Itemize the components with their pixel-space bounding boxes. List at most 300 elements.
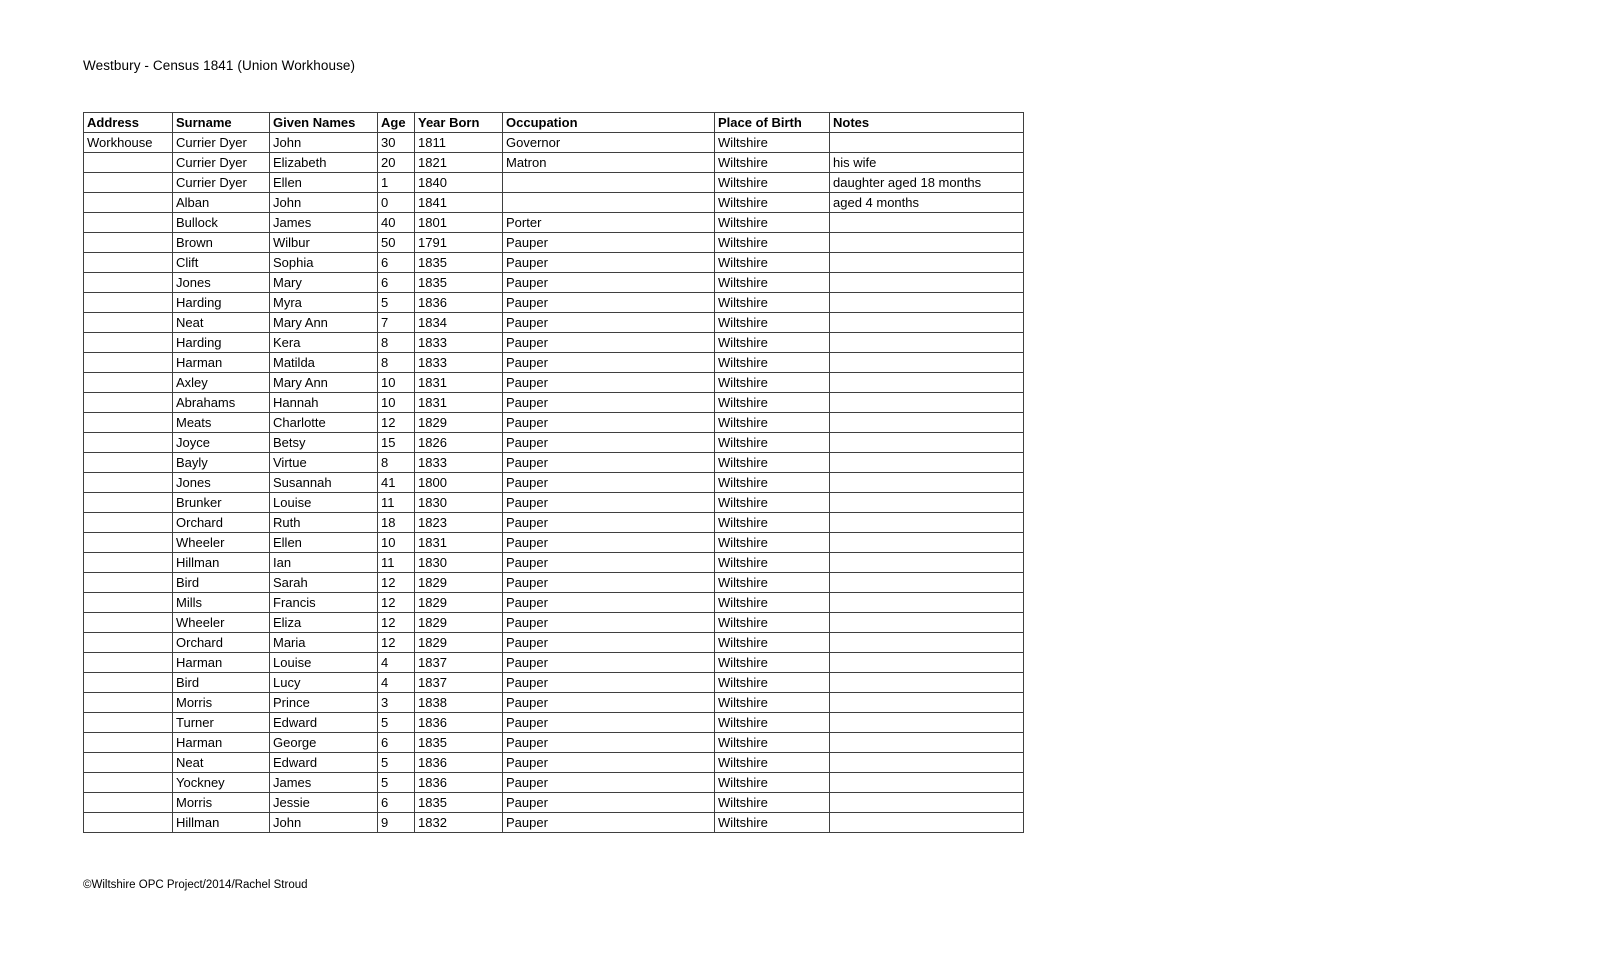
cell-place-of-birth: Wiltshire	[715, 193, 830, 213]
page-title: Westbury - Census 1841 (Union Workhouse)	[83, 58, 356, 73]
cell-notes	[830, 673, 1024, 693]
cell-surname: Brunker	[173, 493, 270, 513]
cell-notes	[830, 573, 1024, 593]
cell-given-names: Jessie	[270, 793, 378, 813]
cell-age: 41	[378, 473, 415, 493]
cell-address	[84, 273, 173, 293]
cell-age: 3	[378, 693, 415, 713]
cell-year-born: 1800	[415, 473, 503, 493]
cell-given-names: Elizabeth	[270, 153, 378, 173]
cell-notes	[830, 553, 1024, 573]
cell-place-of-birth: Wiltshire	[715, 133, 830, 153]
table-row	[84, 773, 1024, 793]
cell-place-of-birth: Wiltshire	[715, 393, 830, 413]
cell-year-born: 1837	[415, 653, 503, 673]
table-row	[84, 753, 1024, 773]
table-row	[84, 213, 1024, 233]
cell-occupation: Pauper	[503, 773, 715, 793]
cell-occupation: Pauper	[503, 533, 715, 553]
cell-address	[84, 193, 173, 213]
cell-place-of-birth: Wiltshire	[715, 713, 830, 733]
table-row	[84, 333, 1024, 353]
cell-age: 30	[378, 133, 415, 153]
cell-place-of-birth: Wiltshire	[715, 773, 830, 793]
cell-place-of-birth: Wiltshire	[715, 793, 830, 813]
cell-place-of-birth: Wiltshire	[715, 633, 830, 653]
table-row	[84, 713, 1024, 733]
cell-occupation: Pauper	[503, 373, 715, 393]
cell-age: 50	[378, 233, 415, 253]
cell-year-born: 1831	[415, 533, 503, 553]
table-row	[84, 593, 1024, 613]
table-row	[84, 573, 1024, 593]
cell-age: 7	[378, 313, 415, 333]
cell-year-born: 1811	[415, 133, 503, 153]
table-row	[84, 273, 1024, 293]
cell-surname: Jones	[173, 273, 270, 293]
cell-age: 10	[378, 373, 415, 393]
cell-year-born: 1837	[415, 673, 503, 693]
cell-notes	[830, 213, 1024, 233]
cell-given-names: Mary	[270, 273, 378, 293]
cell-occupation: Pauper	[503, 793, 715, 813]
cell-year-born: 1836	[415, 713, 503, 733]
cell-surname: Alban	[173, 193, 270, 213]
cell-surname: Clift	[173, 253, 270, 273]
cell-surname: Yockney	[173, 773, 270, 793]
column-header-notes: Notes	[830, 113, 1024, 133]
cell-place-of-birth: Wiltshire	[715, 473, 830, 493]
cell-year-born: 1835	[415, 793, 503, 813]
cell-place-of-birth: Wiltshire	[715, 753, 830, 773]
table-row	[84, 253, 1024, 273]
cell-occupation: Pauper	[503, 273, 715, 293]
cell-address	[84, 393, 173, 413]
cell-year-born: 1829	[415, 593, 503, 613]
cell-address	[84, 513, 173, 533]
cell-surname: Harman	[173, 353, 270, 373]
cell-surname: Hillman	[173, 553, 270, 573]
cell-year-born: 1829	[415, 573, 503, 593]
cell-occupation: Pauper	[503, 333, 715, 353]
cell-occupation: Pauper	[503, 553, 715, 573]
cell-notes	[830, 253, 1024, 273]
cell-given-names: Charlotte	[270, 413, 378, 433]
cell-year-born: 1836	[415, 753, 503, 773]
cell-given-names: Betsy	[270, 433, 378, 453]
cell-year-born: 1840	[415, 173, 503, 193]
cell-surname: Harding	[173, 293, 270, 313]
cell-notes	[830, 313, 1024, 333]
cell-place-of-birth: Wiltshire	[715, 493, 830, 513]
cell-occupation: Pauper	[503, 493, 715, 513]
cell-surname: Currier Dyer	[173, 153, 270, 173]
table-row	[84, 533, 1024, 553]
cell-notes	[830, 533, 1024, 553]
cell-surname: Wheeler	[173, 533, 270, 553]
cell-year-born: 1836	[415, 293, 503, 313]
cell-given-names: Ellen	[270, 173, 378, 193]
cell-surname: Harding	[173, 333, 270, 353]
cell-address	[84, 633, 173, 653]
cell-address	[84, 333, 173, 353]
cell-surname: Harman	[173, 733, 270, 753]
table-row	[84, 793, 1024, 813]
cell-address	[84, 773, 173, 793]
cell-surname: Currier Dyer	[173, 173, 270, 193]
cell-place-of-birth: Wiltshire	[715, 693, 830, 713]
cell-notes	[830, 653, 1024, 673]
cell-address	[84, 453, 173, 473]
cell-notes	[830, 793, 1024, 813]
cell-year-born: 1829	[415, 413, 503, 433]
cell-given-names: Ellen	[270, 533, 378, 553]
cell-year-born: 1835	[415, 253, 503, 273]
cell-surname: Wheeler	[173, 613, 270, 633]
cell-year-born: 1830	[415, 553, 503, 573]
cell-surname: Harman	[173, 653, 270, 673]
cell-year-born: 1838	[415, 693, 503, 713]
cell-place-of-birth: Wiltshire	[715, 513, 830, 533]
cell-year-born: 1833	[415, 353, 503, 373]
cell-place-of-birth: Wiltshire	[715, 373, 830, 393]
cell-age: 20	[378, 153, 415, 173]
cell-place-of-birth: Wiltshire	[715, 733, 830, 753]
cell-occupation: Pauper	[503, 713, 715, 733]
cell-place-of-birth: Wiltshire	[715, 413, 830, 433]
cell-notes	[830, 813, 1024, 833]
cell-notes	[830, 593, 1024, 613]
column-header-surname: Surname	[173, 113, 270, 133]
cell-occupation: Pauper	[503, 673, 715, 693]
cell-surname: Bullock	[173, 213, 270, 233]
table-row	[84, 693, 1024, 713]
cell-occupation: Pauper	[503, 633, 715, 653]
cell-age: 8	[378, 333, 415, 353]
column-header-given-names: Given Names	[270, 113, 378, 133]
cell-address	[84, 213, 173, 233]
cell-age: 12	[378, 573, 415, 593]
cell-year-born: 1835	[415, 733, 503, 753]
cell-occupation: Pauper	[503, 353, 715, 373]
cell-age: 8	[378, 453, 415, 473]
cell-occupation: Pauper	[503, 473, 715, 493]
cell-year-born: 1829	[415, 633, 503, 653]
cell-year-born: 1834	[415, 313, 503, 333]
cell-year-born: 1829	[415, 613, 503, 633]
cell-address	[84, 353, 173, 373]
cell-occupation: Pauper	[503, 453, 715, 473]
cell-occupation: Pauper	[503, 313, 715, 333]
cell-year-born: 1821	[415, 153, 503, 173]
cell-address	[84, 373, 173, 393]
cell-surname: Hillman	[173, 813, 270, 833]
cell-year-born: 1826	[415, 433, 503, 453]
cell-given-names: Matilda	[270, 353, 378, 373]
cell-notes	[830, 133, 1024, 153]
cell-surname: Bird	[173, 573, 270, 593]
table-row	[84, 653, 1024, 673]
cell-age: 6	[378, 733, 415, 753]
cell-occupation: Pauper	[503, 253, 715, 273]
cell-occupation: Pauper	[503, 593, 715, 613]
column-header-address: Address	[84, 113, 173, 133]
cell-surname: Joyce	[173, 433, 270, 453]
cell-occupation: Pauper	[503, 613, 715, 633]
column-header-place-of-birth: Place of Birth	[715, 113, 830, 133]
cell-given-names: Lucy	[270, 673, 378, 693]
cell-place-of-birth: Wiltshire	[715, 173, 830, 193]
cell-given-names: Edward	[270, 753, 378, 773]
cell-notes	[830, 693, 1024, 713]
column-header-year-born: Year Born	[415, 113, 503, 133]
cell-place-of-birth: Wiltshire	[715, 293, 830, 313]
cell-notes	[830, 353, 1024, 373]
cell-place-of-birth: Wiltshire	[715, 613, 830, 633]
table-row	[84, 313, 1024, 333]
cell-year-born: 1836	[415, 773, 503, 793]
cell-place-of-birth: Wiltshire	[715, 573, 830, 593]
cell-year-born: 1801	[415, 213, 503, 233]
cell-occupation: Pauper	[503, 573, 715, 593]
census-table	[83, 112, 1024, 833]
cell-age: 10	[378, 393, 415, 413]
cell-age: 5	[378, 713, 415, 733]
cell-place-of-birth: Wiltshire	[715, 253, 830, 273]
cell-year-born: 1833	[415, 453, 503, 473]
cell-notes	[830, 473, 1024, 493]
cell-place-of-birth: Wiltshire	[715, 273, 830, 293]
cell-age: 9	[378, 813, 415, 833]
cell-address	[84, 233, 173, 253]
table-header	[84, 113, 1024, 133]
cell-surname: Neat	[173, 313, 270, 333]
cell-given-names: George	[270, 733, 378, 753]
cell-given-names: Virtue	[270, 453, 378, 473]
cell-address	[84, 473, 173, 493]
cell-occupation: Pauper	[503, 653, 715, 673]
cell-given-names: Hannah	[270, 393, 378, 413]
cell-place-of-birth: Wiltshire	[715, 813, 830, 833]
table-row	[84, 513, 1024, 533]
cell-given-names: John	[270, 813, 378, 833]
cell-address	[84, 253, 173, 273]
cell-address: Workhouse	[84, 133, 173, 153]
cell-notes: daughter aged 18 months	[830, 173, 1024, 193]
cell-surname: Currier Dyer	[173, 133, 270, 153]
cell-given-names: Kera	[270, 333, 378, 353]
table-row	[84, 733, 1024, 753]
cell-address	[84, 413, 173, 433]
cell-age: 5	[378, 293, 415, 313]
cell-occupation: Pauper	[503, 393, 715, 413]
cell-notes	[830, 373, 1024, 393]
cell-surname: Meats	[173, 413, 270, 433]
table-row	[84, 673, 1024, 693]
cell-notes	[830, 613, 1024, 633]
cell-given-names: Mary Ann	[270, 373, 378, 393]
table-row	[84, 373, 1024, 393]
cell-address	[84, 313, 173, 333]
cell-given-names: Myra	[270, 293, 378, 313]
cell-surname: Morris	[173, 793, 270, 813]
cell-place-of-birth: Wiltshire	[715, 433, 830, 453]
cell-notes	[830, 453, 1024, 473]
cell-place-of-birth: Wiltshire	[715, 353, 830, 373]
cell-notes: aged 4 months	[830, 193, 1024, 213]
table-row	[84, 233, 1024, 253]
cell-notes	[830, 733, 1024, 753]
table-row	[84, 413, 1024, 433]
cell-given-names: Wilbur	[270, 233, 378, 253]
cell-notes	[830, 233, 1024, 253]
cell-age: 1	[378, 173, 415, 193]
cell-age: 8	[378, 353, 415, 373]
table-row	[84, 293, 1024, 313]
cell-year-born: 1791	[415, 233, 503, 253]
cell-address	[84, 553, 173, 573]
column-header-occupation: Occupation	[503, 113, 715, 133]
cell-address	[84, 613, 173, 633]
cell-address	[84, 673, 173, 693]
cell-year-born: 1835	[415, 273, 503, 293]
cell-given-names: John	[270, 133, 378, 153]
cell-year-born: 1841	[415, 193, 503, 213]
table-row	[84, 353, 1024, 373]
cell-surname: Abrahams	[173, 393, 270, 413]
cell-age: 6	[378, 273, 415, 293]
header-row	[84, 113, 1024, 133]
table-row	[84, 433, 1024, 453]
cell-given-names: Eliza	[270, 613, 378, 633]
table-row	[84, 633, 1024, 653]
cell-year-born: 1832	[415, 813, 503, 833]
column-header-age: Age	[378, 113, 415, 133]
cell-place-of-birth: Wiltshire	[715, 533, 830, 553]
cell-place-of-birth: Wiltshire	[715, 553, 830, 573]
cell-notes	[830, 433, 1024, 453]
cell-given-names: Susannah	[270, 473, 378, 493]
cell-address	[84, 813, 173, 833]
cell-surname: Bayly	[173, 453, 270, 473]
table-row	[84, 553, 1024, 573]
cell-notes	[830, 413, 1024, 433]
cell-surname: Turner	[173, 713, 270, 733]
cell-given-names: Mary Ann	[270, 313, 378, 333]
cell-surname: Orchard	[173, 633, 270, 653]
cell-address	[84, 733, 173, 753]
cell-occupation: Pauper	[503, 293, 715, 313]
cell-place-of-birth: Wiltshire	[715, 313, 830, 333]
cell-occupation	[503, 193, 715, 213]
cell-address	[84, 533, 173, 553]
cell-given-names: Ruth	[270, 513, 378, 533]
cell-address	[84, 433, 173, 453]
cell-year-born: 1831	[415, 373, 503, 393]
cell-place-of-birth: Wiltshire	[715, 673, 830, 693]
cell-address	[84, 793, 173, 813]
cell-given-names: Ian	[270, 553, 378, 573]
cell-address	[84, 713, 173, 733]
cell-notes	[830, 493, 1024, 513]
cell-notes	[830, 393, 1024, 413]
table-row	[84, 153, 1024, 173]
cell-given-names: John	[270, 193, 378, 213]
cell-year-born: 1831	[415, 393, 503, 413]
cell-occupation: Pauper	[503, 413, 715, 433]
cell-notes	[830, 333, 1024, 353]
cell-age: 5	[378, 773, 415, 793]
cell-occupation: Pauper	[503, 233, 715, 253]
cell-year-born: 1830	[415, 493, 503, 513]
table-row	[84, 193, 1024, 213]
table-row	[84, 613, 1024, 633]
cell-age: 6	[378, 253, 415, 273]
cell-given-names: Francis	[270, 593, 378, 613]
cell-age: 11	[378, 553, 415, 573]
cell-age: 18	[378, 513, 415, 533]
cell-given-names: Maria	[270, 633, 378, 653]
cell-age: 12	[378, 613, 415, 633]
cell-occupation: Pauper	[503, 733, 715, 753]
cell-year-born: 1823	[415, 513, 503, 533]
cell-age: 11	[378, 493, 415, 513]
cell-notes	[830, 773, 1024, 793]
cell-surname: Mills	[173, 593, 270, 613]
table-row	[84, 453, 1024, 473]
copyright-footer: ©Wiltshire OPC Project/2014/Rachel Stroud	[83, 879, 308, 891]
cell-address	[84, 593, 173, 613]
cell-occupation: Pauper	[503, 433, 715, 453]
cell-place-of-birth: Wiltshire	[715, 653, 830, 673]
cell-occupation: Governor	[503, 133, 715, 153]
cell-age: 40	[378, 213, 415, 233]
cell-notes	[830, 713, 1024, 733]
cell-address	[84, 493, 173, 513]
table-row	[84, 393, 1024, 413]
cell-notes	[830, 293, 1024, 313]
cell-address	[84, 653, 173, 673]
cell-age: 15	[378, 433, 415, 453]
cell-surname: Jones	[173, 473, 270, 493]
cell-address	[84, 293, 173, 313]
cell-occupation: Pauper	[503, 693, 715, 713]
cell-age: 12	[378, 593, 415, 613]
cell-surname: Brown	[173, 233, 270, 253]
table-row	[84, 473, 1024, 493]
cell-age: 12	[378, 633, 415, 653]
cell-given-names: James	[270, 773, 378, 793]
cell-notes	[830, 273, 1024, 293]
cell-address	[84, 693, 173, 713]
cell-surname: Neat	[173, 753, 270, 773]
cell-surname: Morris	[173, 693, 270, 713]
cell-given-names: Edward	[270, 713, 378, 733]
cell-notes	[830, 633, 1024, 653]
cell-given-names: Prince	[270, 693, 378, 713]
cell-age: 0	[378, 193, 415, 213]
table-row	[84, 493, 1024, 513]
cell-surname: Bird	[173, 673, 270, 693]
cell-notes: his wife	[830, 153, 1024, 173]
cell-address	[84, 753, 173, 773]
cell-address	[84, 173, 173, 193]
cell-age: 6	[378, 793, 415, 813]
cell-age: 4	[378, 653, 415, 673]
cell-occupation	[503, 173, 715, 193]
table-row	[84, 813, 1024, 833]
cell-place-of-birth: Wiltshire	[715, 153, 830, 173]
